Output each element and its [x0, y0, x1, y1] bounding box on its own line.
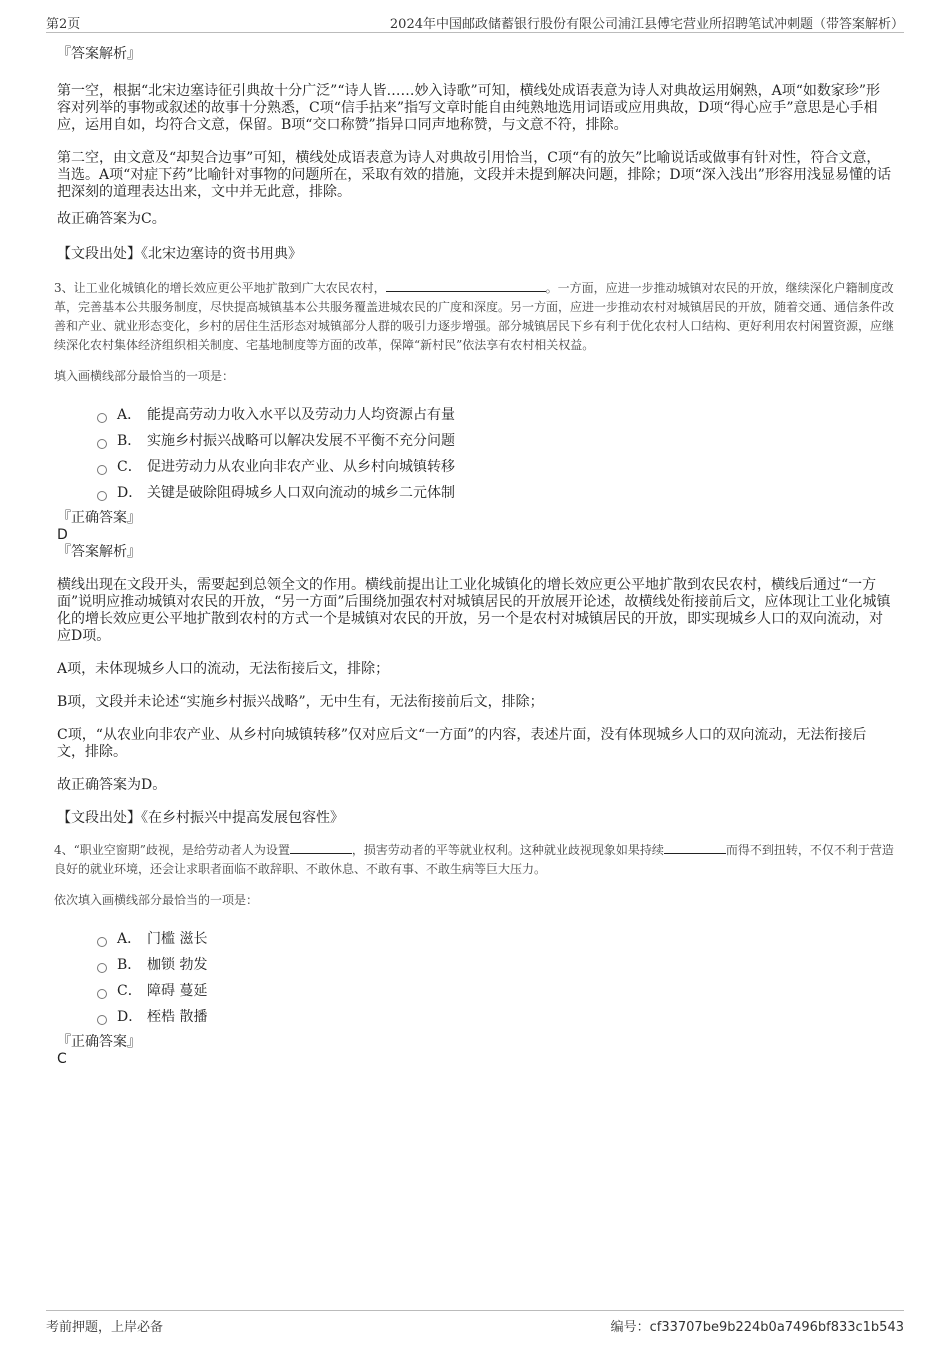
q3-prompt: 填入画横线部分最恰当的一项是： — [54, 369, 235, 383]
q4-options — [97, 926, 894, 1030]
q4-stem-pre: 4、“职业空窗期”歧视，是给劳动者人为设置 — [54, 843, 290, 857]
q3-analysis-a: A项，未体现城乡人口的流动，无法衔接后文，排除； — [57, 661, 390, 677]
q3-analysis-c: C项，“从农业向非农产业、从乡村向城镇转移”仅对应后文“一方面”的内容，表述片面，没有体现城乡人口的双向流动，无法衔接后文，排除。 — [57, 727, 867, 760]
q2-analysis-para2: 第二空，由文意及“却契合边事”可知，横线处成语表意为诗人对典故引用恰当，C项“有的放矢”比喻说话或做事有针对性，符合文意，当选。A项“对症下药”比喻针对事物的问题所在，采取有效的措施，文段并未提到解决问题，排除；D项“深入浅出”形容用浅显易懂的话把深刻的道理表达出来，文中并无此意，排除。 — [57, 150, 891, 200]
q3-option-a[interactable]: A． 能提高劳动力收入水平以及劳动力人均资源占有量 — [97, 402, 894, 428]
q3-source: 【文段出处】《在乡村振兴中提高发展包容性》 — [57, 810, 344, 826]
q3-options — [97, 402, 894, 506]
page-footer — [46, 1310, 904, 1335]
page-header — [46, 10, 904, 33]
footer-slogan: 考前押题，上岸必备 — [46, 1320, 164, 1335]
q3-stem — [54, 279, 894, 355]
q3-blank — [386, 279, 546, 292]
radio-icon[interactable] — [97, 963, 107, 973]
q4-stem — [54, 841, 894, 879]
radio-icon[interactable] — [97, 1015, 107, 1025]
radio-icon[interactable] — [97, 937, 107, 947]
footer-code-value: cf33707be9b224b0a7496bf833c1b543 — [649, 1320, 904, 1335]
q4-answer: C — [57, 1051, 67, 1067]
q3-answer-tag: 『正确答案』 — [57, 510, 141, 526]
radio-icon[interactable] — [97, 491, 107, 501]
radio-icon[interactable] — [97, 465, 107, 475]
q3-analysis-tag: 『答案解析』 — [57, 544, 141, 560]
q3-option-c[interactable]: C． 促进劳动力从农业向非农产业、从乡村向城镇转移 — [97, 454, 894, 480]
q4-blank-2 — [664, 841, 726, 854]
q2-analysis-para1: 第一空，根据“北宋边塞诗征引典故十分广泛”“诗人皆……妙入诗歌”可知，横线处成语表意为诗人对典故运用娴熟，A项“如数家珍”形容对列举的事物或叙述的故事十分熟悉，C项“信手拈来”指写文章时能自由纯熟地选用词语或应用典故，D项“得心应手”意思是心手相应，运用自如，均符合文意，保留。B项“交口称赞”指异口同声地称赞，与文意不符，排除。 — [57, 83, 881, 133]
q3-option-b[interactable]: B． 实施乡村振兴战略可以解决发展不平衡不充分问题 — [97, 428, 894, 454]
q4-stem-post: 而得不到扭转，不仅不利于营造良好的就业环境，还会让求职者面临不敢辞职、不敢休息、不敢有事、不敢生病等巨大压力。 — [54, 843, 894, 876]
q3-analysis-para1: 横线出现在文段开头，需要起到总领全文的作用。横线前提出让工业化城镇化的增长效应更公平地扩散到农民农村，横线后通过“一方面”说明应推动城镇对农民的开放，“另一方面”后围绕加强农村对城镇居民的开放展开论述，故横线处衔接前后文，应体现让工业化城镇化的增长效应更公平地扩散到农村的方式一个是城镇对农民的开放，另一个是农村对城镇居民的开放，即实现城乡人口的双向流动，对应D项。 — [57, 577, 891, 644]
q3-conclusion: 故正确答案为D。 — [57, 777, 167, 793]
q4-option-d[interactable]: D． 桎梏 散播 — [97, 1004, 894, 1030]
q4-option-a[interactable]: A． 门槛 滋长 — [97, 926, 894, 952]
q3-option-d[interactable]: D． 关键是破除阻碍城乡人口双向流动的城乡二元体制 — [97, 480, 894, 506]
radio-icon[interactable] — [97, 413, 107, 423]
q3-answer: D — [57, 527, 68, 543]
q2-conclusion: 故正确答案为C。 — [57, 211, 166, 227]
radio-icon[interactable] — [97, 989, 107, 999]
q4-option-b[interactable]: B． 枷锁 勃发 — [97, 952, 894, 978]
q3-analysis-b: B项，文段并未论述“实施乡村振兴战略”，无中生有，无法衔接前后文，排除； — [57, 694, 544, 710]
q4-option-c[interactable]: C． 障碍 蔓延 — [97, 978, 894, 1004]
q3-stem-post: 。一方面，应进一步推动城镇对农民的开放，继续深化户籍制度改革，完善基本公共服务制度，尽快提高城镇基本公共服务覆盖进城农民的广度和深度。另一方面，应进一步推动农村对城镇居民的开放，随着交通、通信条件改善和产业、就业形态变化，乡村的居住生活形态对城镇部分人群的吸引力逐步增强。部分城镇居民下乡有利于优化农村人口结构、更好利用农村闲置资源，应继续深化农村集体经济组织相关制度、宅基地制度等方面的改革，保障“新村民”依法享有农村相关权益。 — [54, 281, 895, 352]
q4-prompt: 依次填入画横线部分最恰当的一项是： — [54, 893, 259, 907]
document-title: 2024年中国邮政储蓄银行股份有限公司浦江县傅宅营业所招聘笔试冲刺题（带答案解析） — [389, 17, 904, 32]
q4-blank-1 — [290, 841, 352, 854]
q3-stem-pre: 3、让工业化城镇化的增长效应更公平地扩散到广大农民农村， — [54, 281, 386, 295]
page-content — [54, 46, 895, 1068]
q4-answer-tag: 『正确答案』 — [57, 1034, 141, 1050]
footer-code-label: 编号： — [610, 1320, 650, 1335]
q2-source: 【文段出处】《北宋边塞诗的资书用典》 — [57, 246, 302, 262]
page-number: 第2页 — [46, 17, 81, 32]
q2-analysis-tag: 『答案解析』 — [57, 46, 141, 62]
q4-stem-mid: ，损害劳动者的平等就业权利。这种就业歧视现象如果持续 — [351, 843, 664, 857]
footer-code — [611, 1316, 904, 1335]
radio-icon[interactable] — [97, 439, 107, 449]
